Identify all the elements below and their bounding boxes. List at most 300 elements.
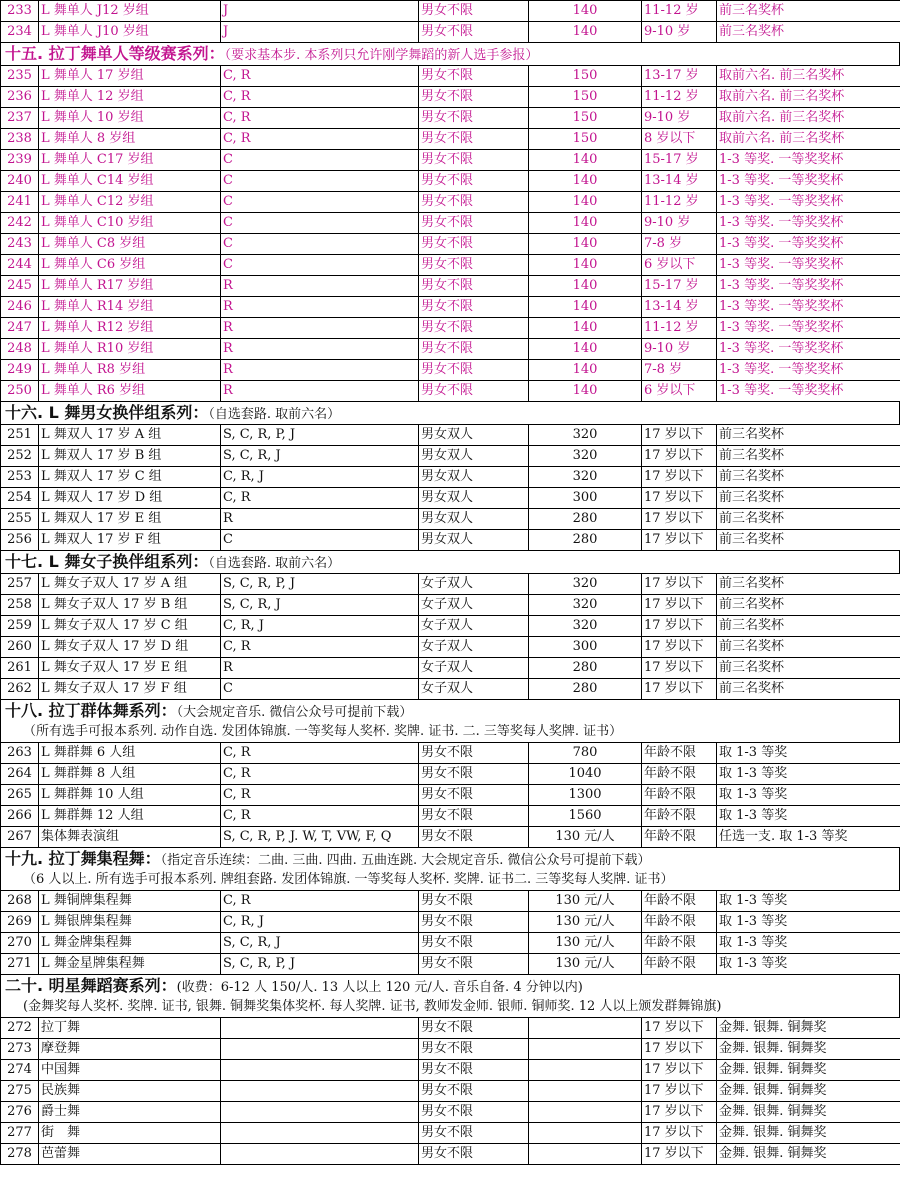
- gender-cell: 男女不限: [419, 108, 529, 129]
- fee-cell: 130 元/人: [529, 891, 642, 912]
- events-table: [0, 573, 900, 700]
- dances-cell: C, R: [221, 108, 419, 129]
- gender-cell: 男女不限: [419, 171, 529, 192]
- event-name-cell: L 舞单人 C12 岁组: [39, 192, 221, 213]
- events-table: [0, 424, 900, 551]
- fee-cell: [529, 1123, 642, 1144]
- event-name-cell: L 舞双人 17 岁 D 组: [39, 488, 221, 509]
- dances-cell: [221, 1018, 419, 1039]
- section-title: 二十. 明星舞蹈赛系列：: [5, 976, 177, 995]
- section-title: 十七. L 舞女子换伴组系列：: [5, 552, 209, 571]
- dances-cell: [221, 1102, 419, 1123]
- age-cell: 17 岁以下: [642, 1039, 717, 1060]
- award-cell: 金舞. 银舞. 铜舞奖: [717, 1018, 900, 1039]
- section-note: （大会规定音乐. 微信公众号可提前下载）: [176, 705, 413, 720]
- gender-cell: 男女不限: [419, 1, 529, 22]
- event-number-cell: 249: [1, 360, 39, 381]
- table-row: [1, 339, 900, 360]
- fee-cell: 320: [529, 467, 642, 488]
- age-cell: 7-8 岁: [642, 234, 717, 255]
- fee-cell: 140: [529, 255, 642, 276]
- award-cell: 金舞. 银舞. 铜舞奖: [717, 1081, 900, 1102]
- fee-cell: 320: [529, 446, 642, 467]
- event-name-cell: L 舞单人 R17 岁组: [39, 276, 221, 297]
- event-name-cell: 民族舞: [39, 1081, 221, 1102]
- dances-cell: S, C, R, J: [221, 446, 419, 467]
- gender-cell: 男女不限: [419, 150, 529, 171]
- age-cell: 17 岁以下: [642, 1144, 717, 1165]
- table-row: [1, 318, 900, 339]
- event-name-cell: L 舞单人 12 岁组: [39, 87, 221, 108]
- gender-cell: 男女不限: [419, 339, 529, 360]
- table-row: [1, 255, 900, 276]
- fee-cell: [529, 1039, 642, 1060]
- section-heading: [0, 848, 900, 870]
- award-cell: 金舞. 银舞. 铜舞奖: [717, 1039, 900, 1060]
- gender-cell: 男女不限: [419, 318, 529, 339]
- fee-cell: 780: [529, 743, 642, 764]
- event-number-cell: 274: [1, 1060, 39, 1081]
- fee-cell: [529, 1018, 642, 1039]
- events-table: [0, 742, 900, 848]
- gender-cell: 男女不限: [419, 743, 529, 764]
- table-row: [1, 595, 900, 616]
- table-row: [1, 22, 900, 43]
- dances-cell: C: [221, 679, 419, 700]
- event-number-cell: 240: [1, 171, 39, 192]
- gender-cell: 男女不限: [419, 1123, 529, 1144]
- age-cell: 17 岁以下: [642, 1018, 717, 1039]
- gender-cell: 男女双人: [419, 446, 529, 467]
- event-name-cell: L 舞群舞 8 人组: [39, 764, 221, 785]
- gender-cell: 男女不限: [419, 360, 529, 381]
- age-cell: 6 岁以下: [642, 381, 717, 402]
- fee-cell: 320: [529, 425, 642, 446]
- award-cell: 1-3 等奖. 一等奖奖杯: [717, 234, 900, 255]
- event-number-cell: 260: [1, 637, 39, 658]
- award-cell: 前三名奖杯: [717, 1, 900, 22]
- award-cell: 1-3 等奖. 一等奖奖杯: [717, 255, 900, 276]
- fee-cell: 140: [529, 171, 642, 192]
- table-row: [1, 806, 900, 827]
- gender-cell: 男女不限: [419, 192, 529, 213]
- table-row: [1, 171, 900, 192]
- event-number-cell: 241: [1, 192, 39, 213]
- age-cell: 6 岁以下: [642, 255, 717, 276]
- dances-cell: C, R, J: [221, 912, 419, 933]
- event-number-cell: 254: [1, 488, 39, 509]
- award-cell: 1-3 等奖. 一等奖奖杯: [717, 192, 900, 213]
- table-row: [1, 827, 900, 848]
- section-s20: [0, 975, 900, 1165]
- fee-cell: 150: [529, 129, 642, 150]
- section-s19: [0, 848, 900, 975]
- section-note: (收费：6-12 人 150/人. 13 人以上 120 元/人. 音乐自备. 4 分钟以内): [176, 980, 583, 995]
- award-cell: 取 1-3 等奖: [717, 891, 900, 912]
- age-cell: 13-14 岁: [642, 171, 717, 192]
- age-cell: 15-17 岁: [642, 276, 717, 297]
- award-cell: 取 1-3 等奖: [717, 912, 900, 933]
- event-number-cell: 253: [1, 467, 39, 488]
- event-number-cell: 269: [1, 912, 39, 933]
- dances-cell: C: [221, 234, 419, 255]
- award-cell: 取 1-3 等奖: [717, 743, 900, 764]
- age-cell: 17 岁以下: [642, 658, 717, 679]
- age-cell: 年龄不限: [642, 827, 717, 848]
- event-name-cell: L 舞群舞 12 人组: [39, 806, 221, 827]
- fee-cell: 320: [529, 595, 642, 616]
- dances-cell: [221, 1144, 419, 1165]
- age-cell: 年龄不限: [642, 912, 717, 933]
- table-row: [1, 764, 900, 785]
- dances-cell: S, C, R, P, J. W, T, VW, F, Q: [221, 827, 419, 848]
- table-row: [1, 381, 900, 402]
- section-s18: [0, 700, 900, 848]
- table-row: [1, 530, 900, 551]
- gender-cell: 男女不限: [419, 1102, 529, 1123]
- table-row: [1, 446, 900, 467]
- section-title: 十六. L 舞男女换伴组系列：: [5, 403, 209, 422]
- event-name-cell: L 舞单人 8 岁组: [39, 129, 221, 150]
- section-note: （自选套路. 取前六名）: [208, 556, 341, 571]
- event-number-cell: 255: [1, 509, 39, 530]
- award-cell: 1-3 等奖. 一等奖奖杯: [717, 297, 900, 318]
- gender-cell: 男女不限: [419, 1081, 529, 1102]
- fee-cell: 150: [529, 66, 642, 87]
- table-row: [1, 66, 900, 87]
- dances-cell: [221, 1081, 419, 1102]
- age-cell: 13-14 岁: [642, 297, 717, 318]
- section-heading: [0, 43, 900, 65]
- award-cell: 1-3 等奖. 一等奖奖杯: [717, 213, 900, 234]
- award-cell: 取 1-3 等奖: [717, 954, 900, 975]
- age-cell: 9-10 岁: [642, 22, 717, 43]
- fee-cell: 140: [529, 339, 642, 360]
- event-name-cell: 中国舞: [39, 1060, 221, 1081]
- table-row: [1, 425, 900, 446]
- event-name-cell: L 舞单人 C17 岁组: [39, 150, 221, 171]
- table-row: [1, 1123, 900, 1144]
- event-number-cell: 244: [1, 255, 39, 276]
- fee-cell: 130 元/人: [529, 827, 642, 848]
- age-cell: 年龄不限: [642, 933, 717, 954]
- award-cell: 前三名奖杯: [717, 637, 900, 658]
- age-cell: 17 岁以下: [642, 1081, 717, 1102]
- event-number-cell: 251: [1, 425, 39, 446]
- age-cell: 8 岁以下: [642, 129, 717, 150]
- event-name-cell: L 舞双人 17 岁 A 组: [39, 425, 221, 446]
- fee-cell: [529, 1102, 642, 1123]
- event-number-cell: 250: [1, 381, 39, 402]
- gender-cell: 女子双人: [419, 637, 529, 658]
- age-cell: 17 岁以下: [642, 1123, 717, 1144]
- event-name-cell: L 舞单人 J12 岁组: [39, 1, 221, 22]
- age-cell: 年龄不限: [642, 743, 717, 764]
- age-cell: 17 岁以下: [642, 1102, 717, 1123]
- fee-cell: 140: [529, 318, 642, 339]
- event-name-cell: L 舞双人 17 岁 C 组: [39, 467, 221, 488]
- award-cell: 1-3 等奖. 一等奖奖杯: [717, 171, 900, 192]
- award-cell: 前三名奖杯: [717, 595, 900, 616]
- event-number-cell: 239: [1, 150, 39, 171]
- event-number-cell: 242: [1, 213, 39, 234]
- table-row: [1, 574, 900, 595]
- event-name-cell: L 舞双人 17 岁 E 组: [39, 509, 221, 530]
- gender-cell: 男女双人: [419, 467, 529, 488]
- award-cell: 取前六名. 前三名奖杯: [717, 108, 900, 129]
- event-number-cell: 237: [1, 108, 39, 129]
- event-number-cell: 257: [1, 574, 39, 595]
- event-name-cell: L 舞单人 C14 岁组: [39, 171, 221, 192]
- award-cell: 任选一支. 取 1-3 等奖: [717, 827, 900, 848]
- event-name-cell: 拉丁舞: [39, 1018, 221, 1039]
- award-cell: 取前六名. 前三名奖杯: [717, 129, 900, 150]
- table-row: [1, 129, 900, 150]
- award-cell: 前三名奖杯: [717, 574, 900, 595]
- award-cell: 取前六名. 前三名奖杯: [717, 87, 900, 108]
- section-note: （自选套路. 取前六名）: [208, 407, 341, 422]
- dances-cell: R: [221, 339, 419, 360]
- table-row: [1, 954, 900, 975]
- age-cell: 17 岁以下: [642, 446, 717, 467]
- award-cell: 金舞. 银舞. 铜舞奖: [717, 1102, 900, 1123]
- fee-cell: 280: [529, 658, 642, 679]
- events-table: [0, 0, 900, 43]
- section-subnote: （6 人以上. 所有选手可报本系列. 牌组套路. 发团体锦旗. 一等奖每人奖杯. 奖牌. 证书二. 三等奖每人奖牌. 证书）: [0, 870, 900, 890]
- fee-cell: 140: [529, 192, 642, 213]
- event-number-cell: 275: [1, 1081, 39, 1102]
- dances-cell: C, R: [221, 488, 419, 509]
- section-title: 十五. 拉丁舞单人等级赛系列：: [5, 44, 225, 63]
- event-name-cell: L 舞单人 R6 岁组: [39, 381, 221, 402]
- award-cell: 前三名奖杯: [717, 509, 900, 530]
- dances-cell: C: [221, 255, 419, 276]
- event-name-cell: L 舞群舞 6 人组: [39, 743, 221, 764]
- event-name-cell: L 舞女子双人 17 岁 F 组: [39, 679, 221, 700]
- age-cell: 17 岁以下: [642, 574, 717, 595]
- award-cell: 1-3 等奖. 一等奖奖杯: [717, 276, 900, 297]
- dances-cell: C, R: [221, 129, 419, 150]
- event-number-cell: 263: [1, 743, 39, 764]
- event-name-cell: L 舞单人 C6 岁组: [39, 255, 221, 276]
- event-name-cell: 爵士舞: [39, 1102, 221, 1123]
- gender-cell: 女子双人: [419, 574, 529, 595]
- award-cell: 前三名奖杯: [717, 446, 900, 467]
- table-row: [1, 276, 900, 297]
- award-cell: 金舞. 银舞. 铜舞奖: [717, 1144, 900, 1165]
- dances-cell: S, C, R, P, J: [221, 574, 419, 595]
- award-cell: 1-3 等奖. 一等奖奖杯: [717, 381, 900, 402]
- event-name-cell: L 舞单人 R8 岁组: [39, 360, 221, 381]
- event-name-cell: L 舞双人 17 岁 B 组: [39, 446, 221, 467]
- event-number-cell: 272: [1, 1018, 39, 1039]
- dances-cell: R: [221, 318, 419, 339]
- table-row: [1, 891, 900, 912]
- fee-cell: 140: [529, 22, 642, 43]
- event-name-cell: L 舞女子双人 17 岁 B 组: [39, 595, 221, 616]
- event-name-cell: 摩登舞: [39, 1039, 221, 1060]
- event-number-cell: 248: [1, 339, 39, 360]
- dances-cell: C: [221, 171, 419, 192]
- event-name-cell: L 舞铜牌集程舞: [39, 891, 221, 912]
- award-cell: 取 1-3 等奖: [717, 785, 900, 806]
- table-row: [1, 467, 900, 488]
- gender-cell: 男女不限: [419, 1018, 529, 1039]
- fee-cell: 320: [529, 616, 642, 637]
- award-cell: 取 1-3 等奖: [717, 764, 900, 785]
- event-name-cell: 街 舞: [39, 1123, 221, 1144]
- table-row: [1, 1018, 900, 1039]
- gender-cell: 女子双人: [419, 679, 529, 700]
- award-cell: 前三名奖杯: [717, 488, 900, 509]
- dances-cell: C, R, J: [221, 467, 419, 488]
- event-number-cell: 270: [1, 933, 39, 954]
- fee-cell: 140: [529, 1, 642, 22]
- dances-cell: C, R: [221, 66, 419, 87]
- dances-cell: C: [221, 150, 419, 171]
- dances-cell: C, R: [221, 891, 419, 912]
- gender-cell: 男女不限: [419, 276, 529, 297]
- age-cell: 17 岁以下: [642, 637, 717, 658]
- gender-cell: 男女不限: [419, 785, 529, 806]
- dances-cell: C, R: [221, 743, 419, 764]
- table-row: [1, 108, 900, 129]
- event-number-cell: 262: [1, 679, 39, 700]
- table-row: [1, 1039, 900, 1060]
- section-heading: [0, 551, 900, 573]
- age-cell: 15-17 岁: [642, 150, 717, 171]
- gender-cell: 男女不限: [419, 234, 529, 255]
- table-row: [1, 637, 900, 658]
- section-s16: [0, 402, 900, 551]
- fee-cell: 140: [529, 150, 642, 171]
- fee-cell: 1040: [529, 764, 642, 785]
- gender-cell: 男女不限: [419, 1144, 529, 1165]
- age-cell: 17 岁以下: [642, 467, 717, 488]
- dances-cell: R: [221, 658, 419, 679]
- dances-cell: C, R: [221, 764, 419, 785]
- event-name-cell: L 舞单人 R14 岁组: [39, 297, 221, 318]
- event-number-cell: 238: [1, 129, 39, 150]
- gender-cell: 男女不限: [419, 806, 529, 827]
- award-cell: 取 1-3 等奖: [717, 806, 900, 827]
- age-cell: 11-12 岁: [642, 192, 717, 213]
- age-cell: 17 岁以下: [642, 1060, 717, 1081]
- age-cell: 17 岁以下: [642, 616, 717, 637]
- events-table: [0, 65, 900, 402]
- age-cell: 11-12 岁: [642, 87, 717, 108]
- age-cell: 17 岁以下: [642, 530, 717, 551]
- age-cell: 9-10 岁: [642, 108, 717, 129]
- section-note: （要求基本步. 本系列只允许刚学舞蹈的新人选手参报）: [224, 48, 539, 63]
- dances-cell: [221, 1060, 419, 1081]
- dances-cell: C: [221, 213, 419, 234]
- age-cell: 7-8 岁: [642, 360, 717, 381]
- event-number-cell: 236: [1, 87, 39, 108]
- age-cell: 年龄不限: [642, 954, 717, 975]
- event-number-cell: 265: [1, 785, 39, 806]
- gender-cell: 男女不限: [419, 912, 529, 933]
- age-cell: 17 岁以下: [642, 425, 717, 446]
- fee-cell: 280: [529, 530, 642, 551]
- gender-cell: 男女不限: [419, 129, 529, 150]
- dances-cell: R: [221, 509, 419, 530]
- table-row: [1, 509, 900, 530]
- award-cell: 1-3 等奖. 一等奖奖杯: [717, 318, 900, 339]
- table-row: [1, 297, 900, 318]
- gender-cell: 男女不限: [419, 213, 529, 234]
- event-number-cell: 276: [1, 1102, 39, 1123]
- table-row: [1, 679, 900, 700]
- age-cell: 17 岁以下: [642, 509, 717, 530]
- events-table: [0, 1017, 900, 1165]
- fee-cell: 300: [529, 488, 642, 509]
- dances-cell: C, R: [221, 806, 419, 827]
- age-cell: 17 岁以下: [642, 679, 717, 700]
- section-subnote: （所有选手可报本系列. 动作自选. 发团体锦旗. 一等奖每人奖杯. 奖牌. 证书. 二. 三等奖每人奖牌. 证书）: [0, 722, 900, 742]
- event-number-cell: 273: [1, 1039, 39, 1060]
- event-number-cell: 266: [1, 806, 39, 827]
- gender-cell: 男女不限: [419, 954, 529, 975]
- award-cell: 前三名奖杯: [717, 22, 900, 43]
- event-number-cell: 264: [1, 764, 39, 785]
- section-heading: [0, 975, 900, 997]
- age-cell: 11-12 岁: [642, 318, 717, 339]
- event-number-cell: 259: [1, 616, 39, 637]
- dances-cell: C: [221, 192, 419, 213]
- table-row: [1, 87, 900, 108]
- event-name-cell: L 舞双人 17 岁 F 组: [39, 530, 221, 551]
- event-name-cell: L 舞金星牌集程舞: [39, 954, 221, 975]
- award-cell: 前三名奖杯: [717, 658, 900, 679]
- gender-cell: 男女双人: [419, 488, 529, 509]
- fee-cell: [529, 1144, 642, 1165]
- table-row: [1, 213, 900, 234]
- table-row: [1, 234, 900, 255]
- fee-cell: 140: [529, 297, 642, 318]
- age-cell: 11-12 岁: [642, 1, 717, 22]
- age-cell: 17 岁以下: [642, 595, 717, 616]
- event-name-cell: L 舞金牌集程舞: [39, 933, 221, 954]
- table-row: [1, 658, 900, 679]
- event-number-cell: 256: [1, 530, 39, 551]
- age-cell: 9-10 岁: [642, 213, 717, 234]
- table-row: [1, 1081, 900, 1102]
- section-s17: [0, 551, 900, 700]
- award-cell: 金舞. 银舞. 铜舞奖: [717, 1123, 900, 1144]
- gender-cell: 男女不限: [419, 255, 529, 276]
- section-title: 十九. 拉丁舞集程舞：: [5, 849, 161, 868]
- award-cell: 前三名奖杯: [717, 679, 900, 700]
- event-number-cell: 261: [1, 658, 39, 679]
- dances-cell: S, C, R, J: [221, 595, 419, 616]
- award-cell: 前三名奖杯: [717, 530, 900, 551]
- table-row: [1, 150, 900, 171]
- fee-cell: 140: [529, 234, 642, 255]
- dances-cell: C, R, J: [221, 616, 419, 637]
- age-cell: 年龄不限: [642, 785, 717, 806]
- fee-cell: 1560: [529, 806, 642, 827]
- event-name-cell: L 舞女子双人 17 岁 E 组: [39, 658, 221, 679]
- award-cell: 1-3 等奖. 一等奖奖杯: [717, 339, 900, 360]
- table-row: [1, 1060, 900, 1081]
- section-subnote: (金舞奖每人奖杯. 奖牌. 证书, 银舞. 铜舞奖集体奖杯. 每人奖牌. 证书, 教师发金师. 银师. 铜师奖. 12 人以上颁发群舞锦旗): [0, 997, 900, 1017]
- dances-cell: J: [221, 22, 419, 43]
- fee-cell: [529, 1081, 642, 1102]
- event-name-cell: L 舞群舞 10 人组: [39, 785, 221, 806]
- award-cell: 前三名奖杯: [717, 616, 900, 637]
- table-row: [1, 912, 900, 933]
